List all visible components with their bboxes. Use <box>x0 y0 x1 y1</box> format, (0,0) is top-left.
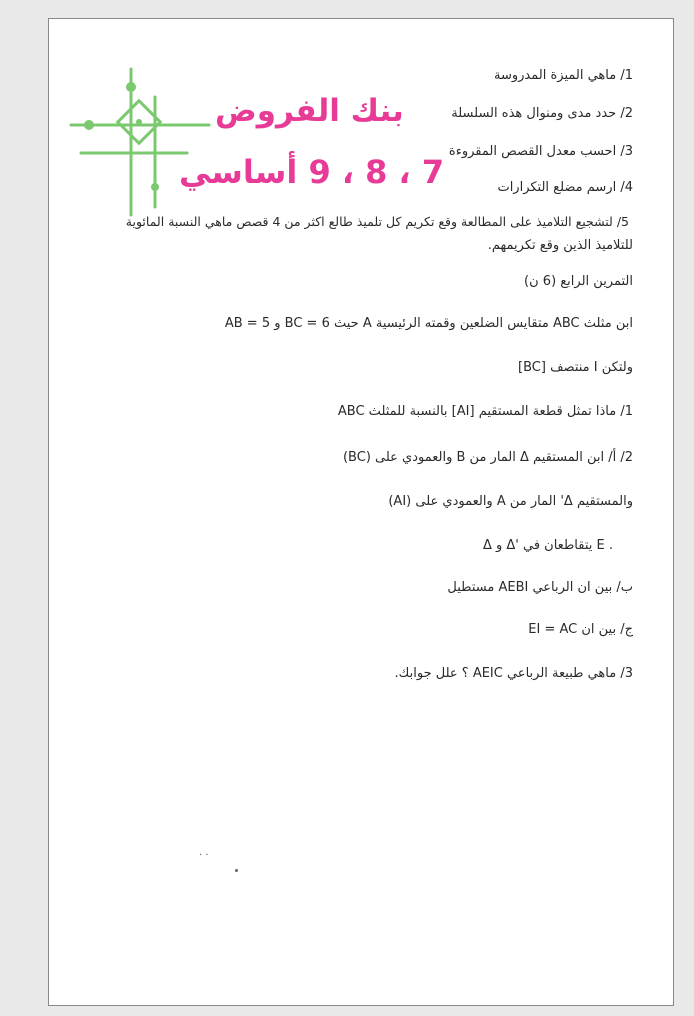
midpoint-statement: ولتكن I منتصف [BC] <box>518 360 633 375</box>
stray-mark: . . <box>199 847 209 858</box>
bank-logo-icon <box>69 67 409 217</box>
part-3: 3/ ماهي طبيعة الرباعي AEIC ؟ علل جوابك. <box>394 666 633 681</box>
part-1: 1/ ماذا تمثل قطعة المستقيم [AI] بالنسبة للمثلث ABC <box>337 404 633 419</box>
exercise-statement: ابن مثلث ABC متقايس الضلعين وقمته الرئيسية A حيث BC = 6 و AB = 5 <box>224 316 633 331</box>
question-3: 3/ احسب معدل القصص المقروءة <box>448 144 633 159</box>
exercise-heading: التمرين الرابع (6 ن) <box>524 274 633 289</box>
part-2a-cont: والمستقيم Δ' المار من A والعمودي على (AI) <box>388 494 633 509</box>
question-1: 1/ ماهي الميزة المدروسة <box>494 68 633 83</box>
logo-title: بنك الفروض <box>215 93 404 129</box>
logo-subtitle: 7 ، 8 ، 9 أساسي <box>179 153 445 191</box>
question-2: 2/ حدد مدى ومنوال هذه السلسلة <box>451 106 633 121</box>
question-4: 4/ ارسم مضلع التكرارات <box>497 180 633 195</box>
part-2a: 2/ أ/ ابن المستقيم Δ المار من B والعمودي على (BC) <box>342 450 633 465</box>
part-2a-intersect: Δ و Δ' يتقاطعان في E . <box>482 538 613 553</box>
part-2c: ج/ بين ان EI = AC <box>528 622 633 637</box>
bank-logo <box>69 67 445 217</box>
question-5: 5/ لتشجيع التلاميذ على المطالعة وقع تكريم كل تلميذ طالع اكثر من 4 قصص ماهي النسبة المائوية <box>125 214 629 229</box>
worksheet-page <box>48 18 674 1006</box>
part-2b: ب/ بين ان الرباعي AEBI مستطيل <box>447 580 633 595</box>
stray-dot <box>235 869 238 872</box>
question-5-cont: للتلاميذ الذين وقع تكريمهم. <box>487 238 633 253</box>
